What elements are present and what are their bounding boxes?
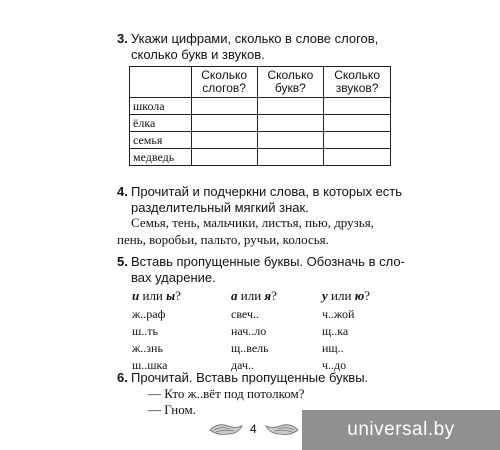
dialog xyxy=(148,386,304,418)
table-header-row xyxy=(130,67,391,98)
list-item: ищ.. xyxy=(322,341,344,355)
list-item: щ..вель xyxy=(231,341,269,355)
table-row xyxy=(130,98,391,115)
dialog-line: — Гном. xyxy=(148,402,196,417)
table-row xyxy=(130,115,391,132)
answer-cell[interactable] xyxy=(257,132,324,149)
task-text: Прочитай и подчеркни слова, в которых есть xyxy=(131,184,403,199)
table-word-cell: школа xyxy=(130,98,192,115)
task-number: 3. xyxy=(117,31,128,46)
word-list-line: пень, воробьи, пальто, ручьи, колосья. xyxy=(117,232,329,247)
table-word-cell: медведь xyxy=(130,149,192,166)
syllable-table xyxy=(129,66,391,166)
list-item: ч..жой xyxy=(322,307,355,321)
task-6 xyxy=(117,370,368,386)
table-word-cell: ёлка xyxy=(130,115,192,132)
task-text: вах ударение. xyxy=(131,270,216,285)
column-heading: а или я? xyxy=(231,288,277,303)
task-text: разделительный мягкий знак. xyxy=(131,200,309,215)
table-header-cell: Сколько букв? xyxy=(257,67,324,98)
task-number: 5. xyxy=(117,254,128,269)
list-item: свеч.. xyxy=(231,307,259,321)
column-heading: у или ю? xyxy=(322,288,370,303)
table-row xyxy=(130,149,391,166)
list-item: ж..знь xyxy=(132,341,163,355)
word-list-line: Семья, тень, мальчики, листья, пью, друзья, xyxy=(131,215,374,230)
answer-cell[interactable] xyxy=(324,149,391,166)
page-ornament-right-icon xyxy=(264,420,300,438)
task-text: Укажи цифрами, сколько в слове слогов, xyxy=(131,31,379,46)
task-3 xyxy=(117,31,378,63)
word-column xyxy=(231,306,269,374)
word-column xyxy=(322,306,354,374)
list-item: ш..шка xyxy=(132,358,168,372)
list-item: ж..раф xyxy=(132,307,166,321)
task-number: 6. xyxy=(117,370,128,385)
task-number: 4. xyxy=(117,184,128,199)
list-item: нач..ло xyxy=(231,324,267,338)
task-5 xyxy=(117,254,405,286)
word-column xyxy=(132,306,167,374)
answer-cell[interactable] xyxy=(257,98,324,115)
answer-cell[interactable] xyxy=(191,132,257,149)
table-header-cell: Сколько слогов? xyxy=(191,67,257,98)
answer-cell[interactable] xyxy=(191,98,257,115)
table-word-cell: семья xyxy=(130,132,192,149)
task-text: Вставь пропущенные буквы. Обозначь в сло- xyxy=(131,254,405,269)
answer-cell[interactable] xyxy=(257,115,324,132)
answer-cell[interactable] xyxy=(324,98,391,115)
watermark-logo: universal.by xyxy=(302,410,500,450)
answer-cell[interactable] xyxy=(324,115,391,132)
page-ornament-left-icon xyxy=(208,420,244,438)
dialog-line: — Кто ж..вёт под потолком? xyxy=(148,386,305,401)
answer-cell[interactable] xyxy=(191,115,257,132)
table-header-cell: Сколько звуков? xyxy=(324,67,391,98)
list-item: ш..ть xyxy=(132,324,158,338)
answer-cell[interactable] xyxy=(324,132,391,149)
task-text: Прочитай. Вставь пропущенные буквы. xyxy=(131,370,369,385)
answer-cell[interactable] xyxy=(257,149,324,166)
answer-cell[interactable] xyxy=(191,149,257,166)
table-row xyxy=(130,132,391,149)
list-item: дач.. xyxy=(231,358,254,372)
task-4 xyxy=(117,184,402,216)
list-item: ч..до xyxy=(322,358,347,372)
table-header-cell xyxy=(130,67,192,98)
page-number: 4 xyxy=(250,422,257,436)
list-item: щ..ка xyxy=(322,324,349,338)
column-heading: и или ы? xyxy=(132,288,181,303)
task-text: сколько букв и звуков. xyxy=(131,47,265,62)
